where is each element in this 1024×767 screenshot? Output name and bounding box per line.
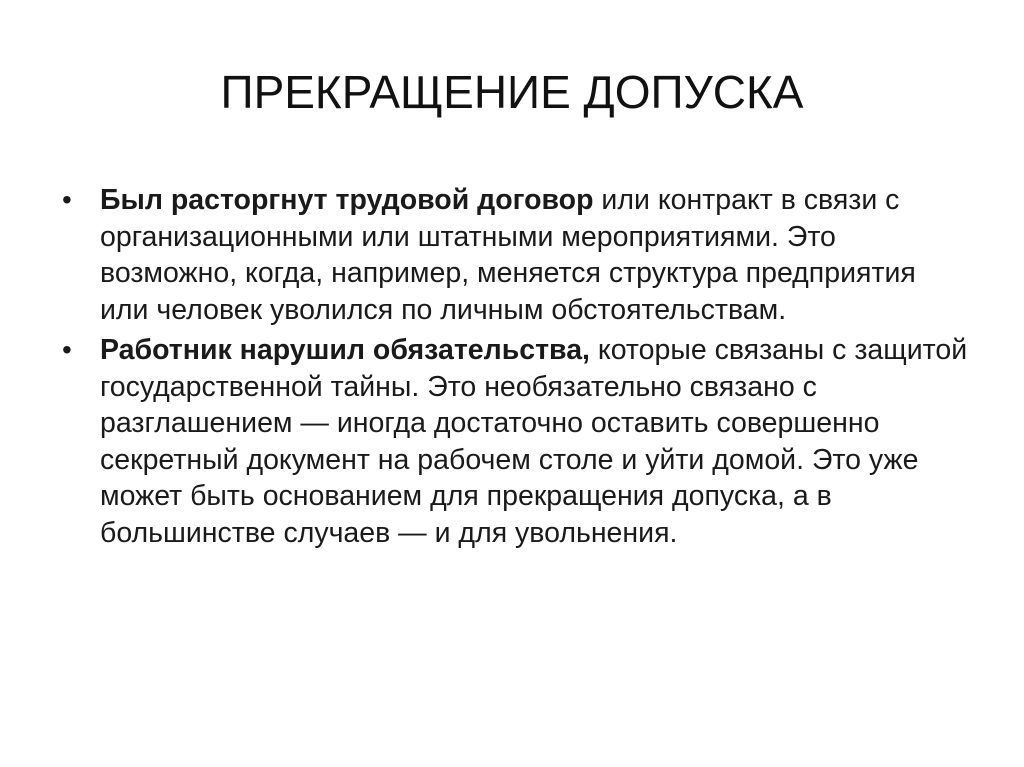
bullet-emphasis: Работник нарушил обязательства, xyxy=(100,334,590,366)
bullet-list xyxy=(62,182,972,555)
bullet-item-contract-termination xyxy=(62,182,972,328)
bullet-marker: • xyxy=(62,184,72,215)
bullet-text: или контракт в связи с организационными или штатными мероприятиями. Это возможно, когда, например, меняется структура предприятия или человек уволился по личным обстоятельствам. xyxy=(100,184,916,326)
bullet-emphasis: Был расторгнут трудовой договор xyxy=(100,184,594,216)
bullet-item-obligation-violation xyxy=(62,332,972,551)
slide-title: ПРЕКРАЩЕНИЕ ДОПУСКА xyxy=(220,66,804,118)
bullet-text: которые связаны с защитой государственной тайны. Это необязательно связано с разглашением — иногда достаточно оставить совершенно секретный документ на рабочем столе и уйти домой. Это уже может быть основанием для прекращения допуска, а в большинстве случаев — и для увольнения. xyxy=(100,334,968,549)
bullet-marker: • xyxy=(62,334,72,365)
